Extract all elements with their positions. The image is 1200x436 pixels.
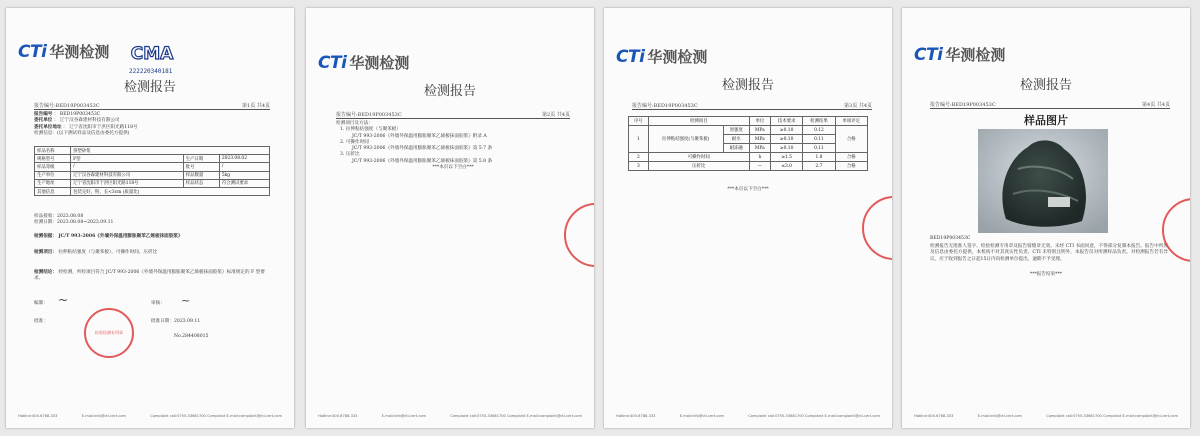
table-cell: ≥0.10 [771,144,803,153]
reviewer-label: 审核： [151,301,165,306]
page-footer: Hotline:400-6788-333 E-mail:info@cti-cert.com Complaint call:0755-33681700 Complaint E-mail:complaint@cti-cert.com [318,414,582,418]
report-page-1 [6,8,294,428]
test-conclusion: 检测结论： 经检测，所检项目符合 JC/T 993-2006《外墙外保温用膨胀聚苯乙烯板抹面胶浆》标准规定的 F 型要求。 [34,270,265,282]
table-cell: / [71,163,184,171]
table-row [35,163,270,171]
table-row [629,153,868,162]
reviewer-signature: ~ [181,294,191,307]
page-footer: Hotline:400-6788-333 E-mail:info@cti-cert.com Complaint call:0755-33681700 Complaint E-mail:complaint@cti-cert.com [18,414,282,418]
divider [632,109,872,110]
edge-seal [564,203,594,267]
test-methods: 检测项目及方法： 1. 拉伸粘结强度（与聚苯板） JC/T 993-2006《外墙外保温用膨胀聚苯乙烯板抹面胶浆》附录 A 2. 可操作时间 JC/T 993-2006《外墙外保温用膨胀聚苯乙烯板抹面胶浆》第 5.7 条 3. 压折比 JC/T 993-2006《外墙外保温用膨胀聚苯乙烯板抹面胶浆》第 5.8 条 ***本页以下空白*** [336,121,493,171]
table-cell: ≤3.0 [771,162,803,171]
inspection-seal: 检验检测专用章 [84,308,134,358]
photo-caption: BED19P003453C [930,236,971,241]
table-cell: 样品数量 [183,171,219,179]
table-cell: — [749,162,770,171]
table-cell: 0.12 [803,126,835,135]
photo-title: 样品图片 [1024,114,1068,127]
table-cell: 2.7 [803,162,835,171]
table-cell: 5kg [219,171,269,179]
table-row [629,162,868,171]
sample-bag-photo [978,129,1108,233]
results-table [628,116,868,171]
page-title: 检测报告 [123,80,176,95]
editor-label: 编制： [34,301,48,306]
table-cell: 原强度 [723,126,749,135]
table-header: 单项评定 [835,117,867,126]
cti-logo: CTi 华测检测 [318,53,410,73]
report-page-2 [306,8,594,428]
table-header: 序号 [629,117,649,126]
table-cell: 2023.08.02 [219,155,269,163]
statement-text: 检测报告无批准人签字、检验检测专用章及报告骑缝章无效。未经 CTI 书面同意，不得部分复制本报告。报告中所涉及信息由委托方提供，本机构不对其真实性负责。CTI 未特别注明外，本报告仅对所测样品负责。对检测报告若有异议，应于收到报告之日起15日内向检测单位提出，逾期不予受理。 [930,244,1168,262]
cti-logo: CTi 华测检测 [914,45,1006,65]
table-cell: 拉伸粘结强度(与聚苯板) [648,126,723,153]
cma-logo [126,42,178,66]
page-footer: Hotline:400-6788-333 E-mail:info@cti-cert.com Complaint call:0755-33681700 Complaint E-mail:complaint@cti-cert.com [914,414,1178,418]
table-cell: 生产地址 [35,179,71,187]
end-note: ***报告结束*** [1029,272,1063,277]
table-row [629,126,868,135]
table-cell: / [219,163,269,171]
table-cell: 耐冻融 [723,144,749,153]
table-cell: 包装完好，粉，长<3cm (质量比) [71,187,270,195]
test-basis: 检测依据： JC/T 993-2006《外墙外保温用膨胀聚苯乙烯板抹面胶浆》 [34,234,183,239]
report-page-4 [902,8,1190,428]
table-cell: ≥1.5 [771,153,803,162]
page-title: 检测报告 [721,78,774,93]
table-cell: 2 [629,153,649,162]
table-cell: 合格 [835,162,867,171]
table-cell: 可操作时间 [648,153,749,162]
table-cell: 样品等级 [35,163,71,171]
report-header: 报告编号:BED19P003453C 第3页 共4页 [632,103,872,109]
table-row [35,187,270,195]
table-cell: 1.8 [803,153,835,162]
table-header: 技术要求 [771,117,803,126]
table-cell: 3 [629,162,649,171]
table-cell: F型 [71,155,184,163]
table-cell: h [749,153,770,162]
table-cell: 1 [629,126,649,153]
divider [34,109,270,110]
page-footer: Hotline:400-6788-333 E-mail:info@cti-cert.com Complaint call:0755-33681700 Complaint E-mail:complaint@cti-cert.com [616,414,880,418]
table-cell: 其他信息 [35,187,71,195]
table-cell: MPa [749,144,770,153]
table-row [35,171,270,179]
table-row [35,147,270,155]
approve-date: 批准日期：2023.09.11 [151,319,201,324]
test-dates: 样品接收：2023.08.08 检测日期：2023.08.08~2023.09.11 [34,214,114,226]
table-header: 单位 [749,117,770,126]
table-header: 检测项目 [648,117,749,126]
table-header: 检测结果 [803,117,835,126]
report-header: 报告编号:BED19P003453C 第1页 共4页 [34,103,270,109]
table-cell: 辽宁汉谷森建材科技有限公司 [71,171,184,179]
report-header: 报告编号:BED19P003453C 第2页 共4页 [336,112,570,118]
test-items: 检测项目： 拉伸粘结强度（与聚苯板）、可操作时间、压折比 [34,250,158,255]
divider [336,118,570,119]
table-cell: 样品名称 [35,147,71,155]
table-cell: 合格 [835,126,867,153]
cma-code: 222220340181 [129,68,173,75]
table-cell: 生产日期 [183,155,219,163]
table-cell: 压折比 [648,162,749,171]
table-cell: 生产单位 [35,171,71,179]
table-cell: 规格型号 [35,155,71,163]
end-note: ***本页以下空白*** [727,187,769,192]
page-title: 检测报告 [1019,78,1072,93]
table-cell: ≥0.10 [771,126,803,135]
divider [930,108,1170,109]
report-header: 报告编号:BED19P003453C 第4页 共4页 [930,102,1170,108]
page-title: 检测报告 [423,84,476,99]
cti-logo: CTi 华测检测 [616,47,708,67]
table-cell: MPa [749,126,770,135]
table-row [35,155,270,163]
table-cell: 样品状态 [183,179,219,187]
cti-logo: CTi 华测检测 [18,42,110,62]
table-cell: ≥0.10 [771,135,803,144]
table-cell: 0.11 [803,135,835,144]
table-cell: 符合测试要求 [219,179,269,187]
svg-text:CMA: CMA [130,44,174,64]
cert-number: No.284408015 [174,334,209,339]
approver-label: 批准： [34,319,48,324]
table-cell: 辽宁省沈阳市于洪区阳光路118号 [71,179,184,187]
report-page-3 [604,8,892,428]
table-cell: MPa [749,135,770,144]
table-row [35,179,270,187]
sample-info-table [34,146,270,196]
client-info: 报告编号 ： BED19P003453C 委托单位 ： 辽宁汉谷森建材科技有限公司 委托单位地址 ： 辽宁省沈阳市于洪区阳光路118号 检测信息：(以下测试样品及信息由委托方提供) [34,112,138,136]
edge-seal [862,196,892,260]
table-cell: 0.11 [803,144,835,153]
table-cell: 批号 [183,163,219,171]
editor-signature: ~ [58,293,69,307]
table-cell: 挤塑砂浆 [71,147,270,155]
table-cell: 合格 [835,153,867,162]
table-cell: 耐水 [723,135,749,144]
